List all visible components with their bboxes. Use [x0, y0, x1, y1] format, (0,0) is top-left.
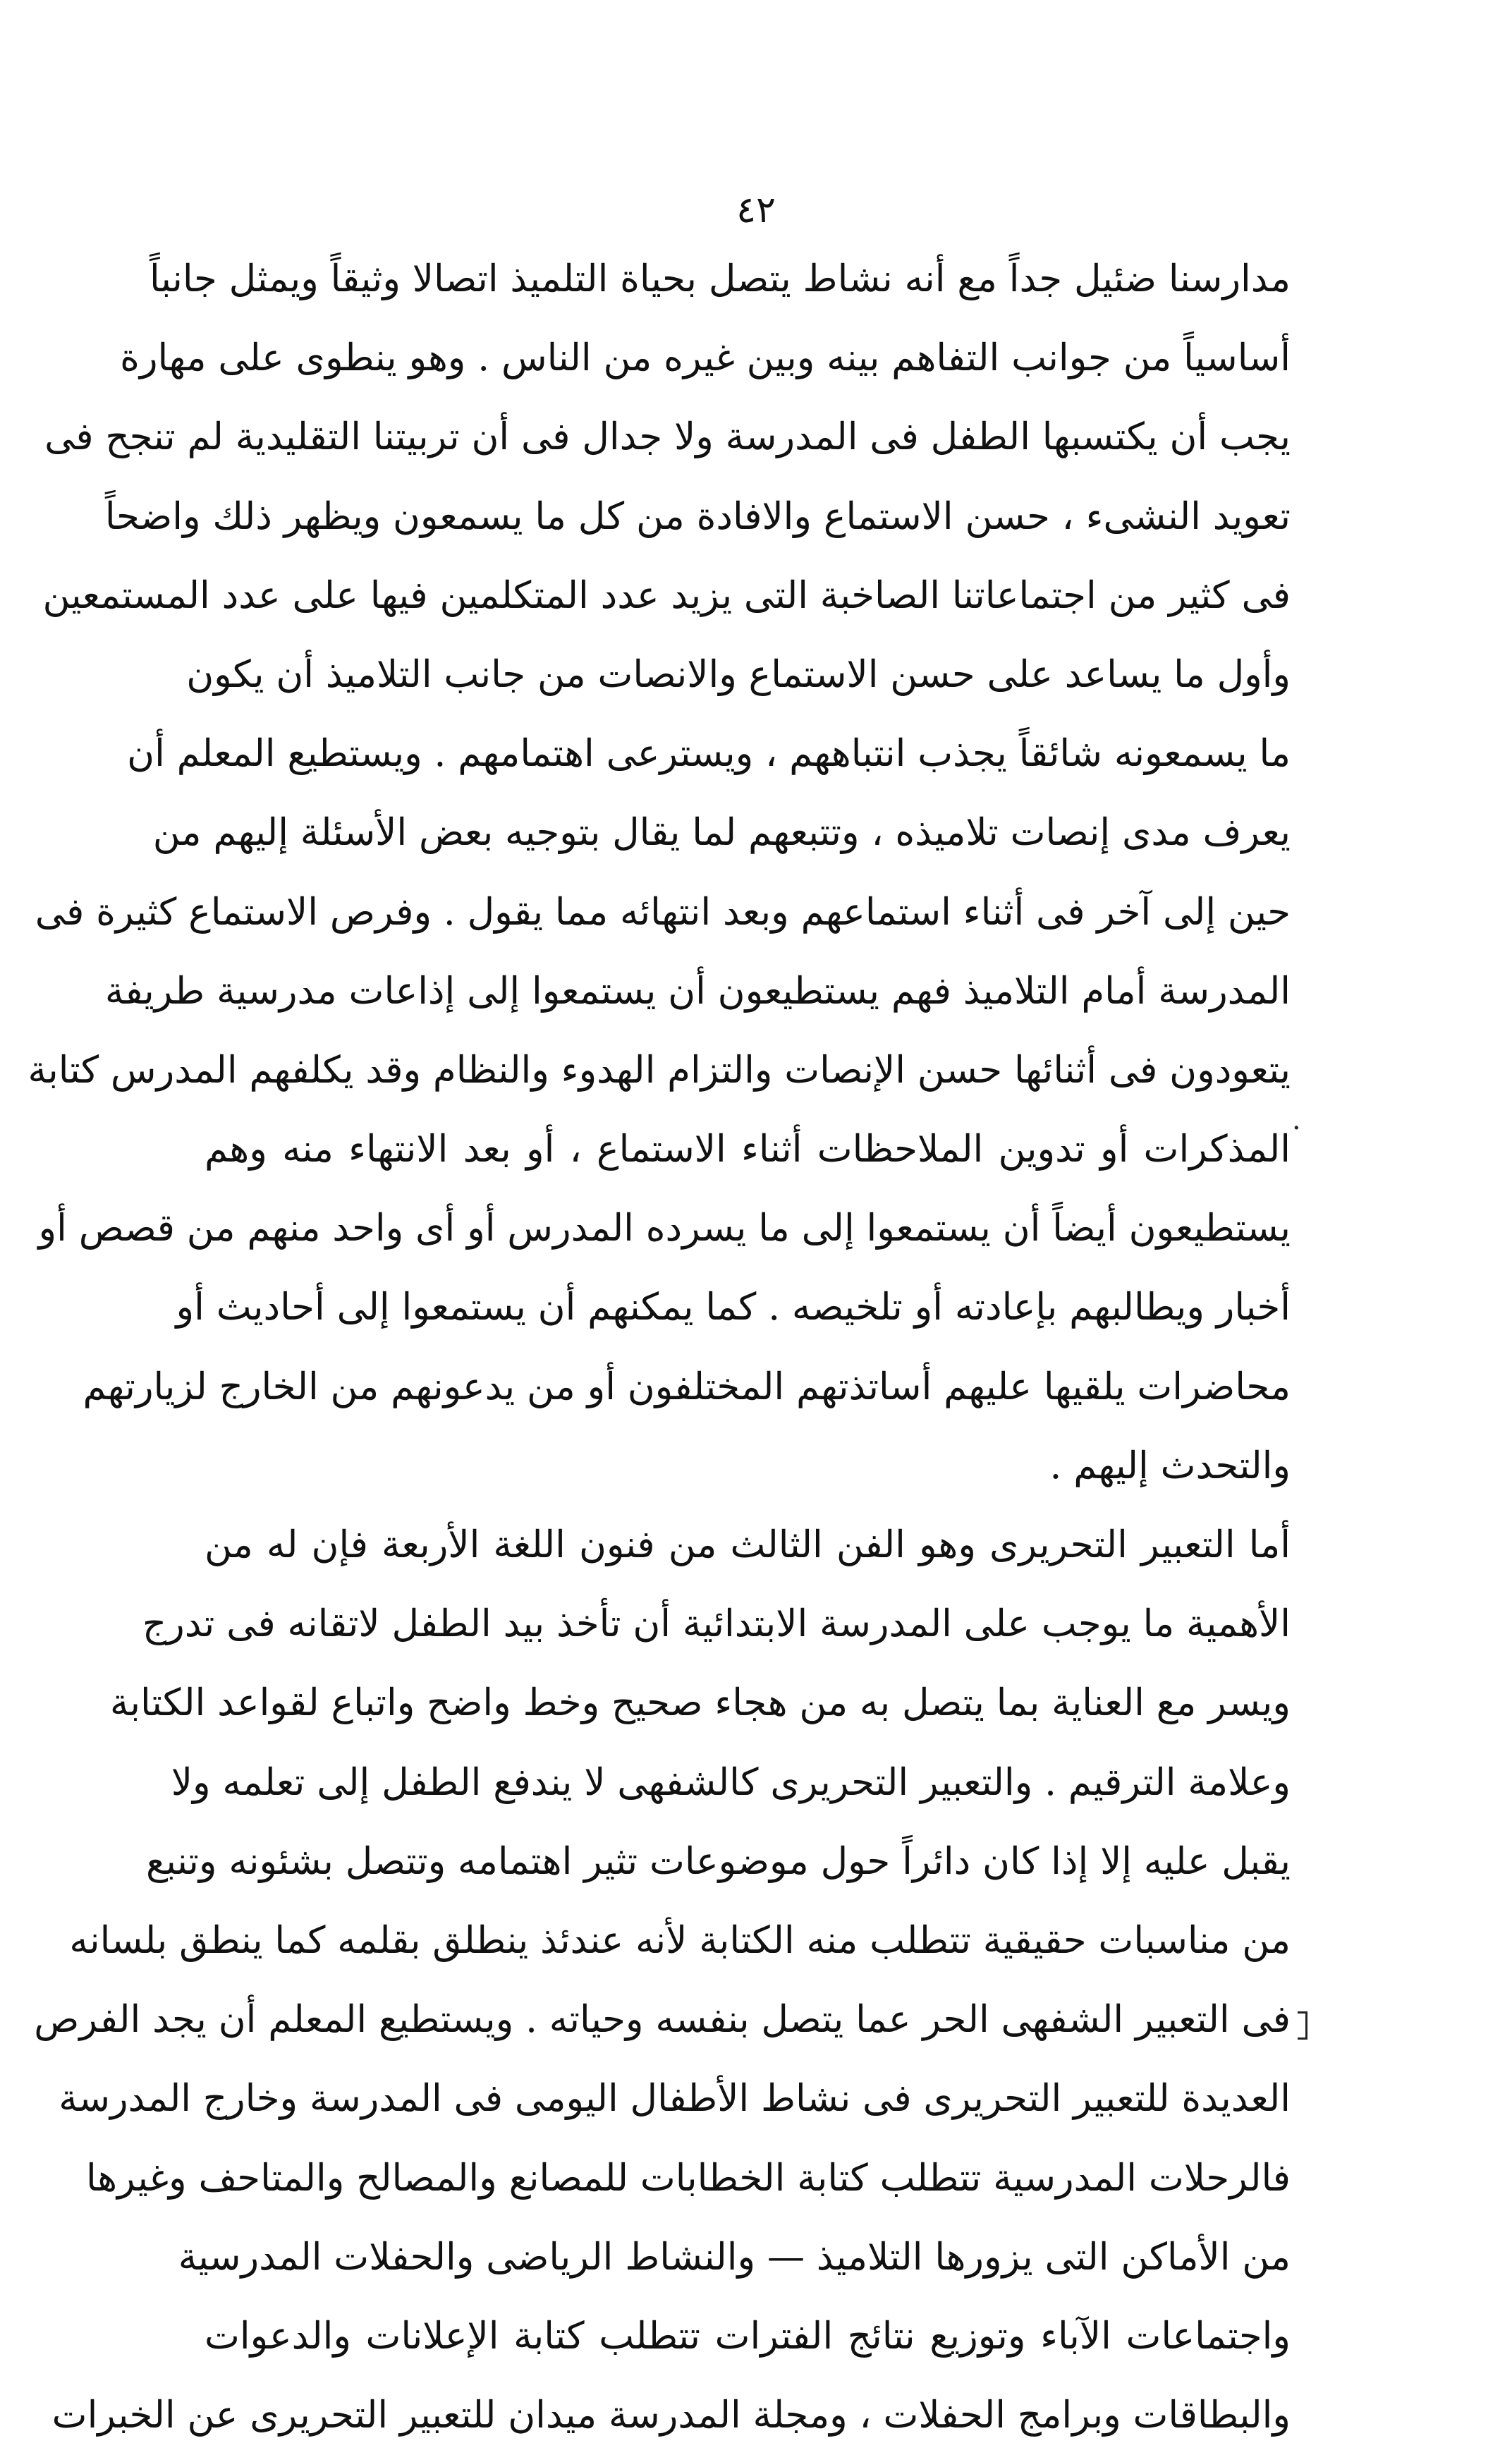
text-line: تعويد النشىء ، حسن الاستماع والافادة من كل ما يسمعون ويظهر ذلك واضحاً [104, 494, 1291, 538]
text-line: يقبل عليه إلا إذا كان دائراً حول موضوعات تثير اهتمامه وتتصل بشئونه وتنبع [145, 1839, 1291, 1883]
text-line: وأول ما يساعد على حسن الاستماع والانصات من جانب التلاميذ أن يكون [186, 652, 1291, 696]
text-line: من الأماكن التى يزورها التلاميذ — والنشاط الرياضى والحفلات المدرسية [178, 2235, 1291, 2279]
text-line: الأهمية ما يوجب على المدرسة الابتدائية أن تأخذ بيد الطفل لاتقانه فى تدرج [142, 1602, 1291, 1646]
text-line: محاضرات يلقيها عليهم أساتذتهم المختلفون أو من يدعونهم من الخارج لزيارتهم [83, 1365, 1291, 1408]
text-line: من مناسبات حقيقية تتطلب منه الكتابة لأنه عندئذ ينطلق بقلمه كما ينطق بلسانه [69, 1918, 1291, 1962]
margin-bracket-mark [1298, 2011, 1307, 2040]
text-line: يتعودون فى أثنائها حسن الإنصات والتزام الهدوء والنظام وقد يكلفهم المدرس كتابة [28, 1048, 1291, 1092]
text-line: يجب أن يكتسبها الطفل فى المدرسة ولا جدال فى أن تربيتنا التقليدية لم تنجح فى [44, 415, 1291, 459]
text-line: المدرسة أمام التلاميذ فهم يستطيعون أن يستمعوا إلى إذاعات مدرسية طريفة [104, 969, 1291, 1013]
text-line: ويسر مع العناية بما يتصل به من هجاء صحيح وخط واضح واتباع لقواعد الكتابة [109, 1681, 1291, 1725]
text-line: ما يسمعونه شائقاً يجذب انتباههم ، ويسترعى اهتمامهم . ويستطيع المعلم أن [127, 732, 1291, 776]
text-line: فالرحلات المدرسية تتطلب كتابة الخطابات للمصانع والمصالح والمتاحف وغيرها [85, 2156, 1291, 2200]
page-number: ٤٢ [736, 189, 776, 231]
text-line: يستطيعون أيضاً أن يستمعوا إلى ما يسرده المدرس أو أى واحد منهم من قصص أو [38, 1207, 1291, 1250]
text-line: أساسياً من جوانب التفاهم بينه وبين غيره من الناس . وهو ينطوى على مهارة [120, 336, 1291, 380]
text-line: فى كثير من اجتماعاتنا الصاخبة التى يزيد عدد المتكلمين فيها على عدد المستمعين [42, 573, 1291, 617]
text-line-paragraph-end: والتحدث إليهم . [1049, 1444, 1291, 1487]
text-line: فى التعبير الشفهى الحر عما يتصل بنفسه وحياته . ويستطيع المعلم أن يجد الفرص [34, 1998, 1291, 2042]
text-line: واجتماعات الآباء وتوزيع نتائج الفترات تتطلب كتابة الإعلانات والدعوات [205, 2314, 1291, 2358]
text-line: والبطاقات وبرامج الحفلات ، ومجلة المدرسة ميدان للتعبير التحريرى عن الخبرات [51, 2394, 1291, 2437]
text-line: مدارسنا ضئيل جداً مع أنه نشاط يتصل بحياة التلميذ اتصالا وثيقاً ويمثل جانباً [150, 257, 1291, 300]
text-line: العديدة للتعبير التحريرى فى نشاط الأطفال اليومى فى المدرسة وخارج المدرسة [59, 2077, 1291, 2121]
text-line: يعرف مدى إنصات تلاميذه ، وتتبعهم لما يقال بتوجيه بعض الأسئلة إليهم من [152, 811, 1291, 855]
text-line: حين إلى آخر فى أثناء استماعهم وبعد انتهائه مما يقول . وفرص الاستماع كثيرة فى [35, 890, 1291, 934]
body-text [28, 240, 1291, 2455]
text-line: أخبار ويطالبهم بإعادته أو تلخيصه . كما يمكنهم أن يستمعوا إلى أحاديث أو [176, 1286, 1291, 1329]
text-line: المذكرات أو تدوين الملاحظات أثناء الاستماع ، أو بعد الانتهاء منه وهم [205, 1128, 1291, 1171]
margin-dot-mark: · [1292, 1112, 1301, 1145]
text-line: أما التعبير التحريرى وهو الفن الثالث من فنون اللغة الأربعة فإن له من [205, 1523, 1291, 1566]
text-line: وعلامة الترقيم . والتعبير التحريرى كالشفهى لا يندفع الطفل إلى تعلمه ولا [171, 1760, 1291, 1804]
